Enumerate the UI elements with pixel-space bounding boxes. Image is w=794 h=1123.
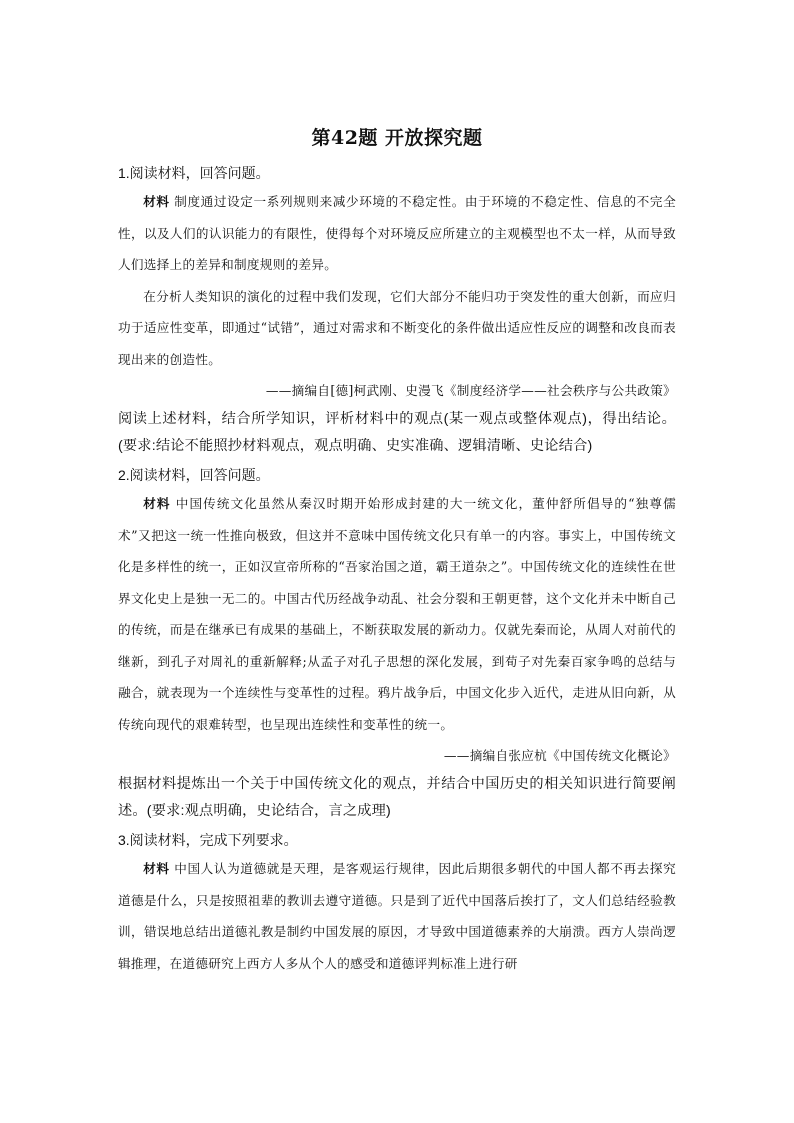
material-label: 材料 [143, 194, 170, 209]
question-2-material-paragraph [118, 488, 676, 740]
question-2-source: ——摘编自张应杭《中国传统文化概论》 [443, 748, 676, 763]
question-1-material-paragraph-1 [118, 186, 676, 281]
material-label: 材料 [143, 496, 171, 511]
question-1 [118, 160, 676, 460]
question-3-heading: 3.阅读材料，完成下列要求。 [118, 832, 298, 848]
question-3 [118, 827, 676, 979]
material-text: 制度通过设定一系列规则来减少环境的不稳定性。由于环境的不稳定性、信息的不完全性，以及人们的认识能力的有限性，使得每个对环境反应所建立的主观模型也不太一样，从而导致人们选择上的差异和制度规则的差异。 [118, 194, 676, 272]
material-text: 中国人认为道德就是天理，是客观运行规律，因此后期很多朝代的中国人都不再去探究道德是什么，只是按照祖辈的教训去遵守道德。只是到了近代中国落后挨打了，文人们总结经验教训，错误地总结出道德礼教是制约中国发展的原因，才导致中国道德素养的大崩溃。西方人崇尚逻辑推理，在道德研究上西方人多从个人的感受和道德评判标准上进行研 [118, 861, 676, 971]
question-1-material-paragraph-2: 在分析人类知识的演化的过程中我们发现，它们大部分不能归功于突发性的重大创新，而应归功于适应性变革，即通过“试错”，通过对需求和不断变化的条件做出适应性反应的调整和改良而表现出来的创造性。 [118, 288, 676, 367]
question-1-requirement: 阅读上述材料，结合所学知识，评析材料中的观点(某一观点或整体观点)，得出结论。(要求:结论不能照抄材料观点，观点明确、史实准确、逻辑清晰、史论结合) [118, 411, 676, 454]
question-2-requirement: 根据材料提炼出一个关于中国传统文化的观点，并结合中国历史的相关知识进行简要阐述。(要求:观点明确，史论结合，言之成理) [118, 776, 676, 819]
question-1-source: ——摘编自[德]柯武刚、史漫飞《制度经济学——社会秩序与公共政策》 [265, 383, 676, 398]
question-3-material-paragraph [118, 853, 676, 979]
question-2-heading: 2.阅读材料，回答问题。 [118, 467, 270, 483]
material-text: 中国传统文化虽然从秦汉时期开始形成封建的大一统文化，董仲舒所倡导的“独尊儒术”又把这一统一性推向极致，但这并不意味中国传统文化只有单一的内容。事实上，中国传统文化是多样性的统一，正如汉宣帝所称的“吾家治国之道，霸王道杂之”。中国传统文化的连续性在世界文化史上是独一无二的。中国古代历经战争动乱、社会分裂和王朝更替，这个文化并未中断自己的传统，而是在继承已有成果的基础上，不断获取发展的新动力。仅就先秦而论，从周人对前代的继新，到孔子对周礼的重新解释;从孟子对孔子思想的深化发展，到荀子对先秦百家争鸣的总结与融合，就表现为一个连续性与变革性的过程。鸦片战争后，中国文化步入近代，走进从旧向新，从传统向现代的艰难转型，也呈现出连续性和变革性的统一。 [118, 496, 676, 732]
page-title: 第42题 开放探究题 [311, 127, 483, 149]
question-1-heading: 1.阅读材料，回答问题。 [118, 165, 270, 181]
material-label: 材料 [143, 861, 170, 876]
question-2 [118, 462, 676, 825]
document-content [118, 124, 676, 979]
